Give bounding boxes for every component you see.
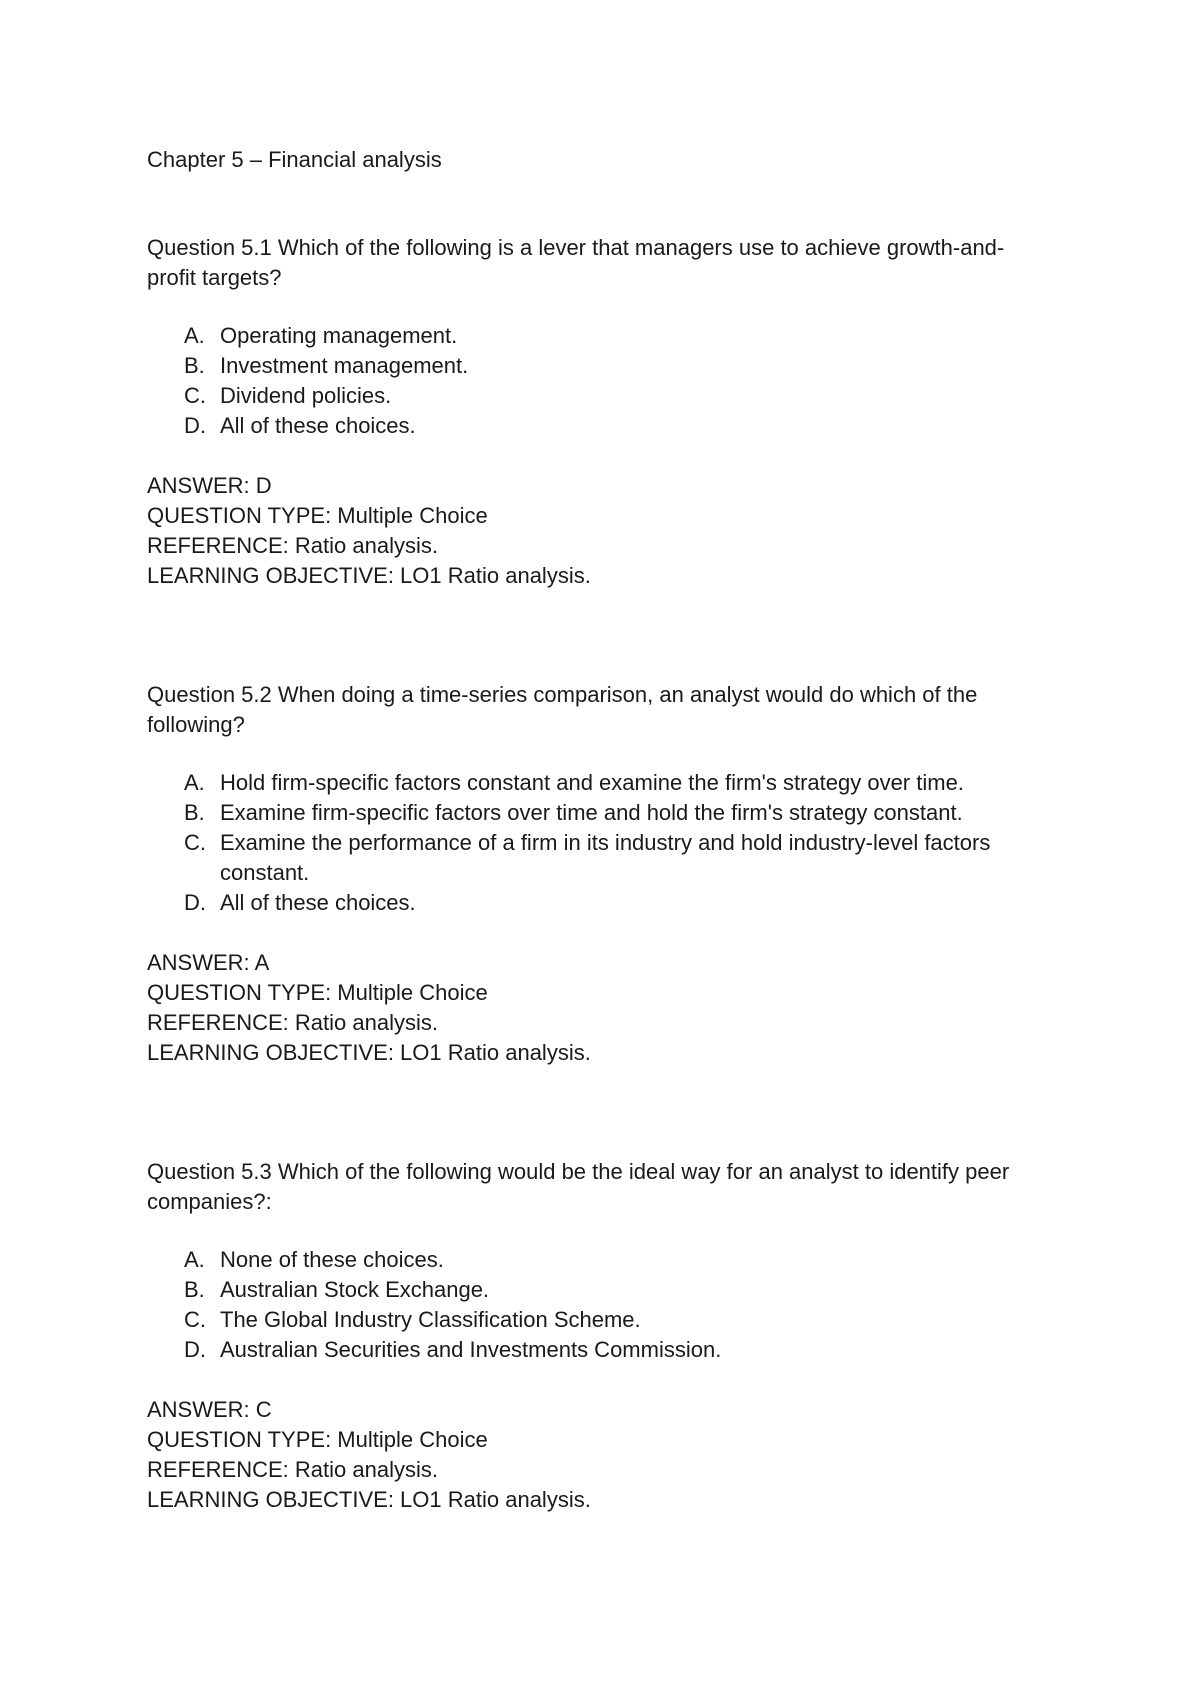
option-letter: A. bbox=[184, 770, 205, 795]
answer-line: ANSWER: A bbox=[147, 950, 270, 975]
option-text: Australian Securities and Investments Commission. bbox=[220, 1337, 722, 1362]
option-text: Australian Stock Exchange. bbox=[220, 1277, 490, 1302]
option-text: The Global Industry Classification Scheme. bbox=[220, 1307, 641, 1332]
options-list bbox=[147, 768, 1047, 918]
option-item bbox=[147, 768, 1040, 798]
option-text: Dividend policies. bbox=[220, 383, 392, 408]
answer-metadata bbox=[147, 948, 1047, 1068]
option-item bbox=[147, 1305, 1040, 1335]
option-letter: C. bbox=[184, 1307, 206, 1332]
question-block bbox=[147, 1157, 1047, 1515]
option-letter: A. bbox=[184, 323, 205, 348]
option-text: Hold firm-specific factors constant and examine the firm's strategy over time. bbox=[220, 770, 964, 795]
answer-line: ANSWER: C bbox=[147, 1397, 272, 1422]
option-item bbox=[147, 351, 1040, 381]
option-item bbox=[147, 1245, 1040, 1275]
option-item bbox=[147, 411, 1040, 441]
option-item bbox=[147, 321, 1040, 351]
question-type-line: QUESTION TYPE: Multiple Choice bbox=[147, 503, 488, 528]
question-type-line: QUESTION TYPE: Multiple Choice bbox=[147, 980, 488, 1005]
document-page bbox=[147, 0, 1047, 1698]
option-letter: B. bbox=[184, 800, 205, 825]
option-letter: B. bbox=[184, 353, 205, 378]
reference-line: REFERENCE: Ratio analysis. bbox=[147, 1457, 438, 1482]
option-letter: D. bbox=[184, 413, 206, 438]
options-list bbox=[147, 1245, 1047, 1365]
answer-metadata bbox=[147, 1395, 1047, 1515]
question-text: Question 5.3 Which of the following would be the ideal way for an analyst to identify peer companies?: bbox=[147, 1159, 1010, 1214]
question-block bbox=[147, 680, 1047, 1068]
question-text: Question 5.1 Which of the following is a lever that managers use to achieve growth-and-profit targets? bbox=[147, 235, 1005, 290]
option-letter: B. bbox=[184, 1277, 205, 1302]
option-text: Examine the performance of a firm in its industry and hold industry-level factors constant. bbox=[220, 830, 991, 885]
option-text: Investment management. bbox=[220, 353, 469, 378]
option-text: All of these choices. bbox=[220, 890, 416, 915]
chapter-title: Chapter 5 – Financial analysis bbox=[147, 147, 442, 172]
reference-line: REFERENCE: Ratio analysis. bbox=[147, 533, 438, 558]
answer-line: ANSWER: D bbox=[147, 473, 272, 498]
question-block bbox=[147, 233, 1047, 591]
learning-objective-line: LEARNING OBJECTIVE: LO1 Ratio analysis. bbox=[147, 1040, 591, 1065]
option-text: None of these choices. bbox=[220, 1247, 444, 1272]
option-item bbox=[147, 828, 1040, 888]
option-item bbox=[147, 381, 1040, 411]
reference-line: REFERENCE: Ratio analysis. bbox=[147, 1010, 438, 1035]
option-text: All of these choices. bbox=[220, 413, 416, 438]
option-item bbox=[147, 1275, 1040, 1305]
question-text: Question 5.2 When doing a time-series comparison, an analyst would do which of the following? bbox=[147, 682, 978, 737]
option-letter: A. bbox=[184, 1247, 205, 1272]
option-item bbox=[147, 1335, 1040, 1365]
learning-objective-line: LEARNING OBJECTIVE: LO1 Ratio analysis. bbox=[147, 1487, 591, 1512]
option-letter: D. bbox=[184, 890, 206, 915]
option-item bbox=[147, 798, 1040, 828]
option-text: Examine firm-specific factors over time and hold the firm's strategy constant. bbox=[220, 800, 963, 825]
option-text: Operating management. bbox=[220, 323, 458, 348]
option-letter: D. bbox=[184, 1337, 206, 1362]
question-type-line: QUESTION TYPE: Multiple Choice bbox=[147, 1427, 488, 1452]
answer-metadata bbox=[147, 471, 1047, 591]
learning-objective-line: LEARNING OBJECTIVE: LO1 Ratio analysis. bbox=[147, 563, 591, 588]
option-letter: C. bbox=[184, 383, 206, 408]
options-list bbox=[147, 321, 1047, 441]
option-item bbox=[147, 888, 1040, 918]
option-letter: C. bbox=[184, 830, 206, 855]
